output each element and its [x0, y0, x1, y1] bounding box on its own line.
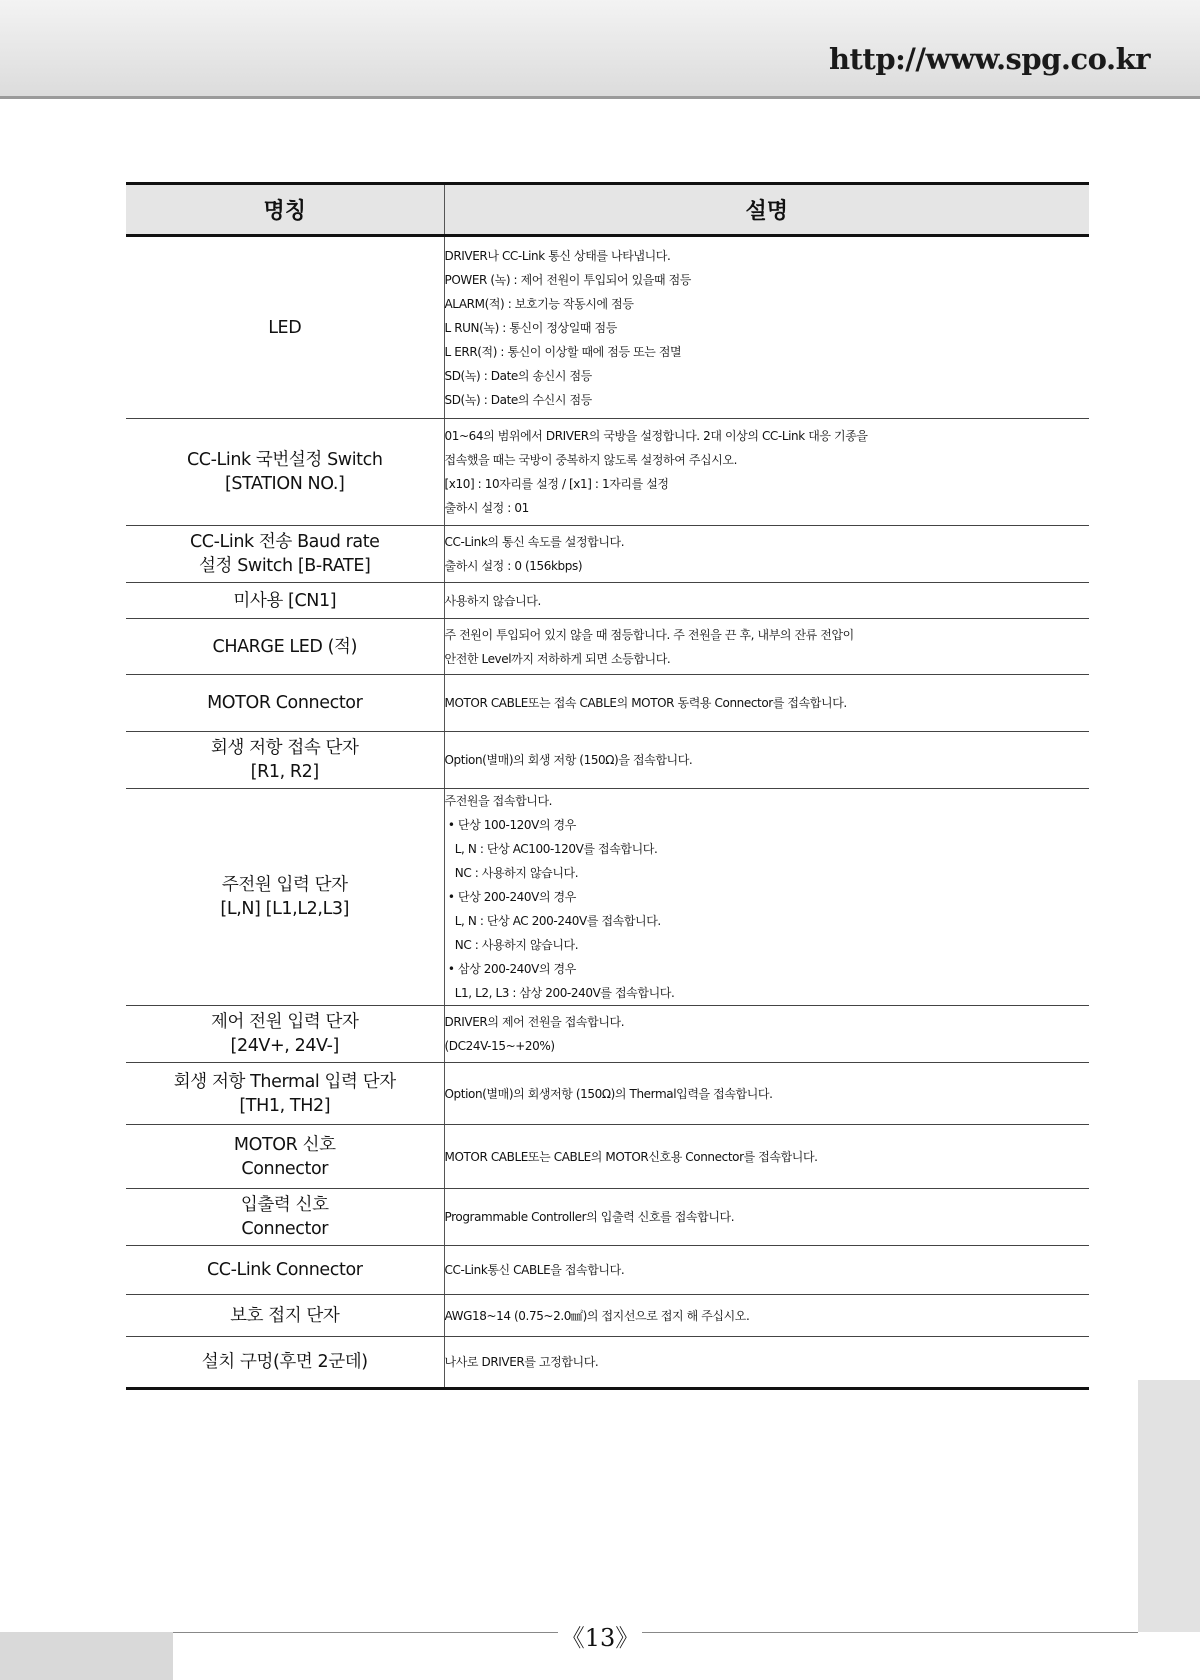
row-name-line: CHARGE LED (적): [212, 636, 357, 657]
row-description-line: • 삼상 200-240V의 경우: [444, 962, 576, 976]
row-description-cell: [444, 789, 1089, 1006]
row-description-line: L ERR(적) : 통신이 이상할 때에 점등 또는 점멸: [444, 344, 682, 359]
row-description-line: Option(별매)의 회생저항 (150Ω)의 Thermal입력을 접속합니다.: [444, 1086, 773, 1101]
page-header: [0, 0, 1200, 99]
table-row: [126, 1125, 1089, 1189]
row-description-line: 접속했을 때는 국방이 중복하지 않도록 설정하여 주십시오.: [444, 453, 738, 467]
table-row: [126, 1295, 1089, 1337]
row-name-line: CC-Link 국번설정 Switch: [186, 450, 383, 470]
row-description-line: L1, L2, L3 : 삼상 200-240V를 접속합니다.: [444, 986, 675, 1000]
row-name-line: [24V+, 24V-]: [230, 1036, 339, 1056]
table-row: [126, 1189, 1089, 1246]
row-description-line: Programmable Controller의 입출력 신호를 접속합니다.: [444, 1210, 735, 1224]
spec-table: [126, 182, 1089, 1390]
row-name-line: 미사용 [CN1]: [233, 590, 337, 611]
row-description-line: DRIVER나 CC-Link 통신 상태를 나타냅니다.: [444, 248, 671, 263]
row-description-line: 01~64의 범위에서 DRIVER의 국방을 설정합니다. 2대 이상의 CC-Link 대응 기종을: [444, 429, 868, 443]
row-description-line: NC : 사용하지 않습니다.: [444, 938, 579, 952]
row-name-cell: [126, 1246, 444, 1295]
row-description-line: 출하시 설정 : 01: [444, 501, 529, 515]
table-header-row: [126, 184, 1089, 236]
row-description-line: AWG18~14 (0.75~2.0㎟)의 접지선으로 접지 해 주십시오.: [444, 1308, 750, 1323]
row-name-line: 회생 저항 Thermal 입력 단자: [173, 1071, 396, 1092]
row-name-line: CC-Link 전송 Baud rate: [189, 532, 380, 552]
row-description-line: DRIVER의 제어 전원을 접속합니다.: [444, 1015, 625, 1029]
row-description-line: • 단상 100-120V의 경우: [444, 818, 576, 832]
row-description-cell: [444, 1246, 1089, 1295]
row-description-cell: [444, 1189, 1089, 1246]
row-description-cell: [444, 583, 1089, 619]
row-name-cell: [126, 732, 444, 789]
row-name-line: LED: [268, 317, 302, 338]
row-description-cell: [444, 732, 1089, 789]
row-name-cell: [126, 675, 444, 732]
row-description-line: 사용하지 않습니다.: [444, 593, 541, 608]
row-description-cell: [444, 675, 1089, 732]
row-name-line: 설정 Switch [B-RATE]: [199, 556, 371, 576]
row-name-line: CC-Link Connector: [206, 1260, 363, 1280]
row-description-line: 나사로 DRIVER를 고정합니다.: [444, 1355, 599, 1369]
row-description-line: [x10] : 10자리를 설정 / [x1] : 1자리를 설정: [444, 477, 669, 491]
row-description-line: MOTOR CABLE또는 접속 CABLE의 MOTOR 동력용 Connector를 접속합니다.: [444, 696, 847, 710]
row-description-line: 주 전원이 투입되어 있지 않을 때 점등합니다. 주 전원을 끈 후, 내부의 잔류 전압이: [444, 627, 854, 642]
table-row: [126, 675, 1089, 732]
row-description-line: NC : 사용하지 않습니다.: [444, 866, 579, 880]
row-name-cell: [126, 1063, 444, 1125]
row-name-cell: [126, 583, 444, 619]
table-row: [126, 1337, 1089, 1389]
table-row: [126, 789, 1089, 1006]
header-url: http://www.spg.co.kr: [828, 42, 1150, 76]
row-name-line: 제어 전원 입력 단자: [210, 1012, 359, 1032]
row-name-line: 보호 접지 단자: [230, 1305, 340, 1326]
row-name-line: [STATION NO.]: [224, 474, 345, 494]
row-description-line: MOTOR CABLE또는 CABLE의 MOTOR신호용 Connector를 접속합니다.: [444, 1149, 818, 1164]
page-number: 《13》: [560, 1624, 640, 1652]
row-name-line: [TH1, TH2]: [239, 1095, 331, 1116]
row-description-line: ALARM(적) : 보호기능 작동시에 점등: [444, 296, 634, 311]
row-name-line: [L,N] [L1,L2,L3]: [220, 899, 350, 919]
table-body: [126, 236, 1089, 1389]
side-tab: [1138, 1380, 1200, 1632]
row-name-line: Connector: [241, 1219, 329, 1239]
row-description-line: Option(별매)의 회생 저항 (150Ω)을 접속합니다.: [444, 753, 693, 767]
table-row: [126, 1006, 1089, 1063]
row-description-line: SD(녹) : Date의 수신시 점등: [444, 392, 592, 407]
row-description-cell: [444, 1125, 1089, 1189]
row-description-cell: [444, 1063, 1089, 1125]
row-description-cell: [444, 1337, 1089, 1389]
table-row: [126, 1063, 1089, 1125]
table-row: [126, 419, 1089, 526]
row-description-cell: [444, 619, 1089, 675]
row-description-line: 안전한 Level까지 저하하게 되면 소등합니다.: [444, 651, 671, 666]
row-name-cell: [126, 526, 444, 583]
table-row: [126, 1246, 1089, 1295]
row-description-line: SD(녹) : Date의 송신시 점등: [444, 368, 592, 383]
table-row: [126, 583, 1089, 619]
row-description-line: POWER (녹) : 제어 전원이 투입되어 있을때 점등: [444, 272, 691, 287]
row-description-line: (DC24V-15~+20%): [444, 1039, 555, 1053]
row-name-cell: [126, 419, 444, 526]
row-name-cell: [126, 619, 444, 675]
table-row: [126, 619, 1089, 675]
row-description-line: CC-Link통신 CABLE을 접속합니다.: [444, 1263, 625, 1277]
row-name-line: Connector: [241, 1158, 329, 1179]
row-name-line: 주전원 입력 단자: [221, 875, 348, 895]
row-description-cell: [444, 1006, 1089, 1063]
row-name-line: 설치 구멍(후면 2군데): [201, 1352, 368, 1372]
row-name-line: [R1, R2]: [250, 762, 319, 782]
row-description-cell: [444, 236, 1089, 419]
row-description-line: CC-Link의 통신 속도를 설정합니다.: [444, 535, 625, 549]
row-description-cell: [444, 419, 1089, 526]
row-description-line: • 단상 200-240V의 경우: [444, 890, 576, 904]
row-description-line: 주전원을 접속합니다.: [444, 794, 553, 808]
row-name-line: MOTOR 신호: [233, 1134, 336, 1155]
row-name-line: MOTOR Connector: [207, 693, 363, 713]
row-name-cell: [126, 236, 444, 419]
row-description-cell: [444, 526, 1089, 583]
row-name-cell: [126, 1189, 444, 1246]
row-name-cell: [126, 1006, 444, 1063]
row-name-cell: [126, 1125, 444, 1189]
table-row: [126, 526, 1089, 583]
row-description-line: L, N : 단상 AC100-120V를 접속합니다.: [444, 842, 658, 856]
row-name-cell: [126, 1295, 444, 1337]
column-header-name: 명칭: [126, 184, 444, 236]
column-header-description: 설명: [444, 184, 1089, 236]
row-name-cell: [126, 1337, 444, 1389]
row-name-line: 입출력 신호: [240, 1195, 329, 1215]
row-description-line: 출하시 설정 : 0 (156kbps): [444, 559, 583, 573]
row-name-line: 회생 저항 접속 단자: [210, 738, 359, 758]
row-name-cell: [126, 789, 444, 1006]
row-description-line: L, N : 단상 AC 200-240V를 접속합니다.: [444, 914, 661, 928]
table-row: [126, 236, 1089, 419]
row-description-line: L RUN(녹) : 통신이 정상일때 점등: [444, 320, 617, 335]
table-row: [126, 732, 1089, 789]
row-description-cell: [444, 1295, 1089, 1337]
